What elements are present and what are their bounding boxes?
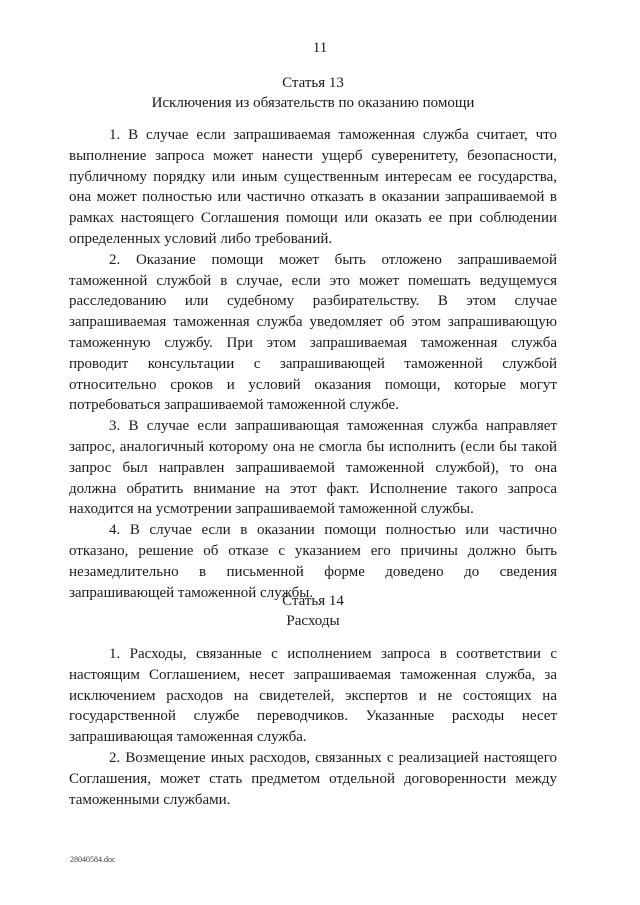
article-14-paragraph-1: 1. Расходы, связанные с исполнением запроса в соответствии с настоящим Соглашением, несет запрашиваемая таможенная служба, за исключением расходов на свидетелей, экспертов и не состоящих на государственной службе переводчиков. Указанные расходы несет запрашивающая таможенная служба. (69, 646, 557, 746)
article-14-body (69, 644, 557, 810)
article-14-paragraph-2: 2. Возмещение иных расходов, связанных с реализацией настоящего Соглашения, может стать предметом отдельной договоренности между таможенными службами. (69, 749, 557, 808)
article-13-paragraph-3: 3. В случае если запрашивающая таможенная служба направляет запрос, аналогичный которому она не смогла бы исполнить (если бы такой запрос был направлен запрашиваемой таможенной службой), то она должна обратить внимание на этот факт. Исполнение такого запроса находится на усмотрении запрашиваемой таможенной службы. (69, 418, 557, 518)
article-14-title: Статья 14 (282, 593, 344, 609)
article-13-title: Статья 13 (282, 75, 344, 91)
article-14-subtitle: Расходы (286, 613, 340, 629)
article-13-body (69, 125, 557, 603)
article-14-heading (69, 591, 557, 631)
article-13-paragraph-2: 2. Оказание помощи может быть отложено запрашиваемой таможенной службой в случае, если это может помешать ведущемуся расследованию или судебному разбирательству. В этом случае запрашиваемая таможенная служба уведомляет об этом запрашивающую таможенную службу. При этом запрашиваемая таможенная служба проводит консультации с запрашивающей таможенной службой относительно сроков и условий оказания помощи, которые могут потребоваться запрашиваемой таможенной службе. (69, 251, 557, 414)
article-13-subtitle: Исключения из обязательств по оказанию помощи (151, 95, 475, 111)
article-13-paragraph-4: 4. В случае если в оказании помощи полностью или частично отказано, решение об отказе с указанием его причины должно быть незамедлительно в письменной форме доведено до сведения запрашивающей таможенной службы. (69, 522, 557, 601)
article-13-heading (69, 73, 557, 113)
article-13-paragraph-1: 1. В случае если запрашиваемая таможенная служба считает, что выполнение запроса может нанести ущерб суверенитету, безопасности, публичному порядку или иным существенным интересам ее государства, она может полностью или частично отказать в оказании запрашиваемой в рамках настоящего Соглашения помощи или оказать ее при соблюдении определенных условий либо требований. (69, 127, 557, 247)
page-number: 11 (312, 40, 328, 56)
document-file-code: 28040584.doc (70, 855, 116, 864)
